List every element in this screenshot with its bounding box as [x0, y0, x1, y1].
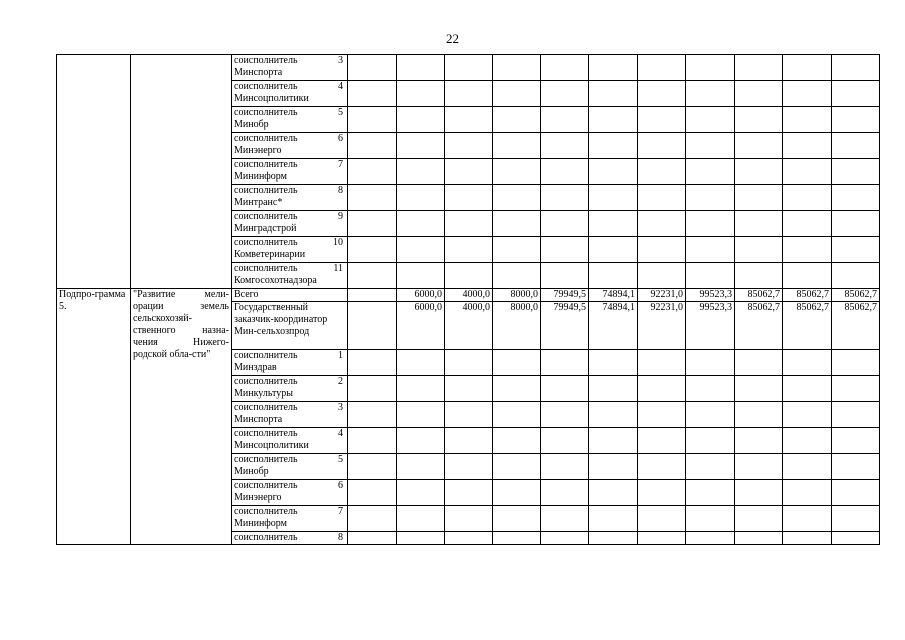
- coexecutor-cell: [232, 107, 348, 133]
- table-row: [57, 55, 880, 81]
- coexecutor-number: 8: [338, 185, 343, 196]
- value-cell: [783, 480, 832, 506]
- value-cell: [735, 376, 783, 402]
- value-cell: [783, 428, 832, 454]
- value-cell: [783, 532, 832, 545]
- value-cell: [832, 428, 880, 454]
- coexecutor-org: Минздрав: [234, 362, 277, 373]
- program-name: Подпро-грамма 5.: [59, 289, 126, 312]
- coexecutor-org: Минэнерго: [234, 145, 282, 156]
- value-cell: [397, 133, 445, 159]
- coexecutor-label: соисполнитель: [234, 480, 298, 491]
- value-cell: [686, 185, 735, 211]
- value-cell: [445, 376, 493, 402]
- value-cell: [638, 55, 686, 81]
- value-cell: [541, 185, 589, 211]
- page-number: 22: [446, 31, 459, 46]
- value-cell: [541, 237, 589, 263]
- value-cell: [541, 159, 589, 185]
- value-cell: [686, 532, 735, 545]
- coexecutor-cell: [232, 506, 348, 532]
- value-cell: [735, 402, 783, 428]
- coexecutor-cell: [232, 263, 348, 289]
- value-cell: [348, 302, 397, 350]
- value-cell: [783, 81, 832, 107]
- value-cell: [397, 506, 445, 532]
- coexecutor-label: соисполнитель: [234, 133, 298, 144]
- value-cell: [686, 55, 735, 81]
- value-cell: [397, 55, 445, 81]
- coexecutor-cell: [232, 454, 348, 480]
- coexecutor-org: Комгосохотнадзора: [234, 275, 317, 286]
- value-cell: [493, 376, 541, 402]
- coexecutor-org: Минсоцполитики: [234, 93, 309, 104]
- value-cell: [783, 211, 832, 237]
- value-cell: [783, 237, 832, 263]
- value-cell: 74894,1: [589, 289, 638, 302]
- customer-label: [232, 302, 348, 350]
- value-cell: [686, 159, 735, 185]
- value-cell: 79949,5: [541, 289, 589, 302]
- value-cell: [445, 428, 493, 454]
- value-cell: [735, 532, 783, 545]
- table-row: [57, 289, 880, 302]
- value-cell: [783, 133, 832, 159]
- value-cell: [397, 185, 445, 211]
- value-cell: [686, 376, 735, 402]
- value-cell: [445, 159, 493, 185]
- value-cell: [348, 81, 397, 107]
- coexecutor-label: соисполнитель: [234, 506, 298, 517]
- value-cell: [445, 55, 493, 81]
- value-cell: [589, 480, 638, 506]
- value-cell: [493, 237, 541, 263]
- value-cell: [638, 263, 686, 289]
- value-cell: [783, 159, 832, 185]
- value-cell: [832, 81, 880, 107]
- coexecutor-number: 1: [338, 350, 343, 361]
- value-cell: [493, 107, 541, 133]
- value-cell: [832, 263, 880, 289]
- value-cell: [397, 454, 445, 480]
- value-cell: [445, 263, 493, 289]
- value-cell: [638, 81, 686, 107]
- value-cell: [783, 263, 832, 289]
- value-cell: [541, 55, 589, 81]
- value-cell: [686, 350, 735, 376]
- coexecutor-cell: [232, 133, 348, 159]
- value-cell: 6000,0: [397, 302, 445, 350]
- value-cell: [541, 107, 589, 133]
- value-cell: [445, 402, 493, 428]
- value-cell: [638, 376, 686, 402]
- coexecutor-label: соисполнитель: [234, 263, 298, 274]
- value-cell: 8000,0: [493, 302, 541, 350]
- coexecutor-number: 7: [338, 159, 343, 170]
- value-cell: [348, 133, 397, 159]
- coexecutor-number: 3: [338, 402, 343, 413]
- value-cell: [541, 532, 589, 545]
- value-cell: [638, 480, 686, 506]
- value-cell: [397, 402, 445, 428]
- value-cell: [541, 454, 589, 480]
- coexecutor-label: соисполнитель: [234, 211, 298, 222]
- customer-label-text: Государственный заказчик-координатор Мин-сельхозпрод: [234, 302, 328, 337]
- value-cell: [348, 480, 397, 506]
- coexecutor-label: соисполнитель: [234, 81, 298, 92]
- coexecutor-label: соисполнитель: [234, 402, 298, 413]
- value-cell: 99523,3: [686, 302, 735, 350]
- value-cell: [638, 107, 686, 133]
- value-cell: [638, 211, 686, 237]
- value-cell: [686, 133, 735, 159]
- value-cell: 99523,3: [686, 289, 735, 302]
- value-cell: 85062,7: [783, 302, 832, 350]
- value-cell: [832, 211, 880, 237]
- coexecutor-label: соисполнитель: [234, 532, 298, 543]
- value-cell: [832, 376, 880, 402]
- value-cell: [832, 506, 880, 532]
- value-cell: [348, 402, 397, 428]
- coexecutor-number: 4: [338, 81, 343, 92]
- value-cell: 85062,7: [832, 289, 880, 302]
- value-cell: [735, 237, 783, 263]
- program-description: [131, 289, 232, 545]
- value-cell: [783, 506, 832, 532]
- value-cell: [735, 263, 783, 289]
- coexecutor-cell: [232, 159, 348, 185]
- coexecutor-org: Минкультуры: [234, 388, 293, 399]
- value-cell: [783, 454, 832, 480]
- value-cell: 4000,0: [445, 302, 493, 350]
- value-cell: [493, 506, 541, 532]
- value-cell: [686, 402, 735, 428]
- value-cell: [348, 289, 397, 302]
- value-cell: [493, 159, 541, 185]
- value-cell: [832, 350, 880, 376]
- value-cell: [589, 350, 638, 376]
- coexecutor-cell: [232, 350, 348, 376]
- value-cell: [348, 55, 397, 81]
- value-cell: [638, 402, 686, 428]
- program-label: [57, 289, 131, 545]
- value-cell: [638, 237, 686, 263]
- coexecutor-number: 10: [333, 237, 343, 248]
- value-cell: [638, 454, 686, 480]
- coexecutor-number: 6: [338, 133, 343, 144]
- coexecutor-org: Минобр: [234, 466, 269, 477]
- value-cell: [783, 350, 832, 376]
- value-cell: [686, 107, 735, 133]
- value-cell: [783, 55, 832, 81]
- value-cell: [493, 532, 541, 545]
- value-cell: 8000,0: [493, 289, 541, 302]
- value-cell: [589, 402, 638, 428]
- value-cell: [832, 237, 880, 263]
- coexecutor-label: соисполнитель: [234, 107, 298, 118]
- value-cell: [541, 480, 589, 506]
- value-cell: [686, 263, 735, 289]
- value-cell: [397, 350, 445, 376]
- value-cell: [541, 350, 589, 376]
- value-cell: [686, 428, 735, 454]
- value-cell: [735, 159, 783, 185]
- description-cell: [131, 55, 232, 289]
- value-cell: [735, 133, 783, 159]
- value-cell: [638, 506, 686, 532]
- value-cell: [397, 211, 445, 237]
- value-cell: [445, 350, 493, 376]
- value-cell: [589, 185, 638, 211]
- coexecutor-org: Mининформ: [234, 171, 287, 182]
- coexecutor-number: 9: [338, 211, 343, 222]
- value-cell: 85062,7: [735, 289, 783, 302]
- value-cell: [589, 211, 638, 237]
- value-cell: [735, 506, 783, 532]
- value-cell: [589, 454, 638, 480]
- value-cell: [832, 55, 880, 81]
- value-cell: [832, 480, 880, 506]
- coexecutor-org: Минтранс*: [234, 197, 283, 208]
- coexecutor-cell: [232, 480, 348, 506]
- coexecutor-label: соисполнитель: [234, 159, 298, 170]
- value-cell: [589, 159, 638, 185]
- coexecutor-number: 5: [338, 107, 343, 118]
- value-cell: [493, 133, 541, 159]
- value-cell: [397, 428, 445, 454]
- value-cell: [397, 480, 445, 506]
- value-cell: [735, 211, 783, 237]
- value-cell: [735, 428, 783, 454]
- value-cell: [783, 185, 832, 211]
- value-cell: [493, 81, 541, 107]
- value-cell: [638, 428, 686, 454]
- value-cell: [397, 263, 445, 289]
- program-description-text: "Развитие мели-орации земель сельскохозяй-ственного назна-чения Нижего-родской обла-сти": [133, 289, 229, 360]
- value-cell: [832, 454, 880, 480]
- value-cell: [541, 376, 589, 402]
- value-cell: [348, 107, 397, 133]
- coexecutor-cell: [232, 211, 348, 237]
- value-cell: 92231,0: [638, 302, 686, 350]
- value-cell: [589, 263, 638, 289]
- value-cell: [493, 55, 541, 81]
- value-cell: [686, 211, 735, 237]
- value-cell: [541, 506, 589, 532]
- value-cell: [589, 107, 638, 133]
- value-cell: [445, 81, 493, 107]
- coexecutor-label: соисполнитель: [234, 428, 298, 439]
- coexecutor-cell: [232, 376, 348, 402]
- value-cell: [397, 159, 445, 185]
- value-cell: 85062,7: [735, 302, 783, 350]
- value-cell: [589, 237, 638, 263]
- value-cell: [493, 185, 541, 211]
- coexecutor-number: 7: [338, 506, 343, 517]
- coexecutor-cell: [232, 185, 348, 211]
- coexecutor-org: Минспорта: [234, 414, 283, 425]
- coexecutor-org: Mининформ: [234, 518, 287, 529]
- value-cell: [397, 107, 445, 133]
- value-cell: 4000,0: [445, 289, 493, 302]
- value-cell: [638, 532, 686, 545]
- value-cell: [348, 237, 397, 263]
- coexecutor-org: Минспорта: [234, 67, 283, 78]
- value-cell: [541, 81, 589, 107]
- coexecutor-cell: [232, 55, 348, 81]
- value-cell: [397, 376, 445, 402]
- value-cell: [348, 211, 397, 237]
- value-cell: [541, 428, 589, 454]
- coexecutor-number: 3: [338, 55, 343, 66]
- value-cell: [832, 185, 880, 211]
- value-cell: [735, 81, 783, 107]
- value-cell: [397, 532, 445, 545]
- value-cell: [735, 185, 783, 211]
- coexecutor-label: соисполнитель: [234, 237, 298, 248]
- coexecutor-cell: [232, 532, 348, 545]
- coexecutor-org: Минобр: [234, 119, 269, 130]
- value-cell: [541, 263, 589, 289]
- coexecutor-org: Комветеринарии: [234, 249, 306, 260]
- value-cell: 85062,7: [783, 289, 832, 302]
- value-cell: [832, 532, 880, 545]
- coexecutor-org: Минэнерго: [234, 492, 282, 503]
- value-cell: [735, 480, 783, 506]
- coexecutor-cell: [232, 81, 348, 107]
- value-cell: [493, 454, 541, 480]
- value-cell: [783, 107, 832, 133]
- coexecutor-number: 6: [338, 480, 343, 491]
- value-cell: [445, 506, 493, 532]
- coexecutor-number: 2: [338, 376, 343, 387]
- coexecutor-org: Минсоцполитики: [234, 440, 309, 451]
- value-cell: [832, 107, 880, 133]
- value-cell: [493, 211, 541, 237]
- coexecutor-number: 11: [333, 263, 343, 274]
- value-cell: [589, 55, 638, 81]
- value-cell: [348, 376, 397, 402]
- value-cell: [348, 454, 397, 480]
- coexecutor-number: 8: [338, 532, 343, 543]
- coexecutor-cell: [232, 428, 348, 454]
- value-cell: [445, 532, 493, 545]
- coexecutor-number: 5: [338, 454, 343, 465]
- value-cell: [348, 185, 397, 211]
- value-cell: [541, 133, 589, 159]
- value-cell: [348, 428, 397, 454]
- value-cell: [541, 402, 589, 428]
- value-cell: [493, 402, 541, 428]
- value-cell: [348, 532, 397, 545]
- value-cell: [493, 350, 541, 376]
- value-cell: [348, 350, 397, 376]
- value-cell: [397, 237, 445, 263]
- value-cell: [445, 133, 493, 159]
- value-cell: [445, 237, 493, 263]
- value-cell: [493, 480, 541, 506]
- value-cell: 6000,0: [397, 289, 445, 302]
- value-cell: [589, 133, 638, 159]
- value-cell: [348, 263, 397, 289]
- value-cell: [445, 107, 493, 133]
- value-cell: 92231,0: [638, 289, 686, 302]
- value-cell: [445, 454, 493, 480]
- value-cell: [735, 55, 783, 81]
- coexecutor-number: 4: [338, 428, 343, 439]
- value-cell: [735, 107, 783, 133]
- total-label-text: Всего: [234, 289, 259, 300]
- value-cell: [686, 480, 735, 506]
- program-cell: [57, 55, 131, 289]
- value-cell: [832, 159, 880, 185]
- value-cell: [589, 428, 638, 454]
- coexecutor-label: соисполнитель: [234, 55, 298, 66]
- value-cell: [735, 350, 783, 376]
- coexecutor-cell: [232, 237, 348, 263]
- value-cell: [686, 506, 735, 532]
- value-cell: [445, 211, 493, 237]
- value-cell: [832, 402, 880, 428]
- value-cell: [686, 454, 735, 480]
- value-cell: [397, 81, 445, 107]
- value-cell: [783, 376, 832, 402]
- value-cell: [348, 159, 397, 185]
- coexecutor-label: соисполнитель: [234, 376, 298, 387]
- value-cell: [589, 81, 638, 107]
- value-cell: [638, 185, 686, 211]
- value-cell: [638, 350, 686, 376]
- budget-table: [56, 54, 880, 545]
- coexecutor-label: соисполнитель: [234, 350, 298, 361]
- value-cell: [686, 237, 735, 263]
- value-cell: [445, 185, 493, 211]
- value-cell: [541, 211, 589, 237]
- value-cell: [638, 133, 686, 159]
- value-cell: [493, 428, 541, 454]
- value-cell: [348, 506, 397, 532]
- value-cell: [589, 532, 638, 545]
- value-cell: [638, 159, 686, 185]
- coexecutor-cell: [232, 402, 348, 428]
- value-cell: [589, 506, 638, 532]
- value-cell: [686, 81, 735, 107]
- coexecutor-label: соисполнитель: [234, 185, 298, 196]
- total-label: [232, 289, 348, 302]
- value-cell: [445, 480, 493, 506]
- value-cell: [783, 402, 832, 428]
- value-cell: 74894,1: [589, 302, 638, 350]
- coexecutor-label: соисполнитель: [234, 454, 298, 465]
- value-cell: 79949,5: [541, 302, 589, 350]
- value-cell: [493, 263, 541, 289]
- table-body: [57, 55, 880, 545]
- value-cell: 85062,7: [832, 302, 880, 350]
- coexecutor-org: Минградстрой: [234, 223, 297, 234]
- value-cell: [832, 133, 880, 159]
- value-cell: [735, 454, 783, 480]
- value-cell: [589, 376, 638, 402]
